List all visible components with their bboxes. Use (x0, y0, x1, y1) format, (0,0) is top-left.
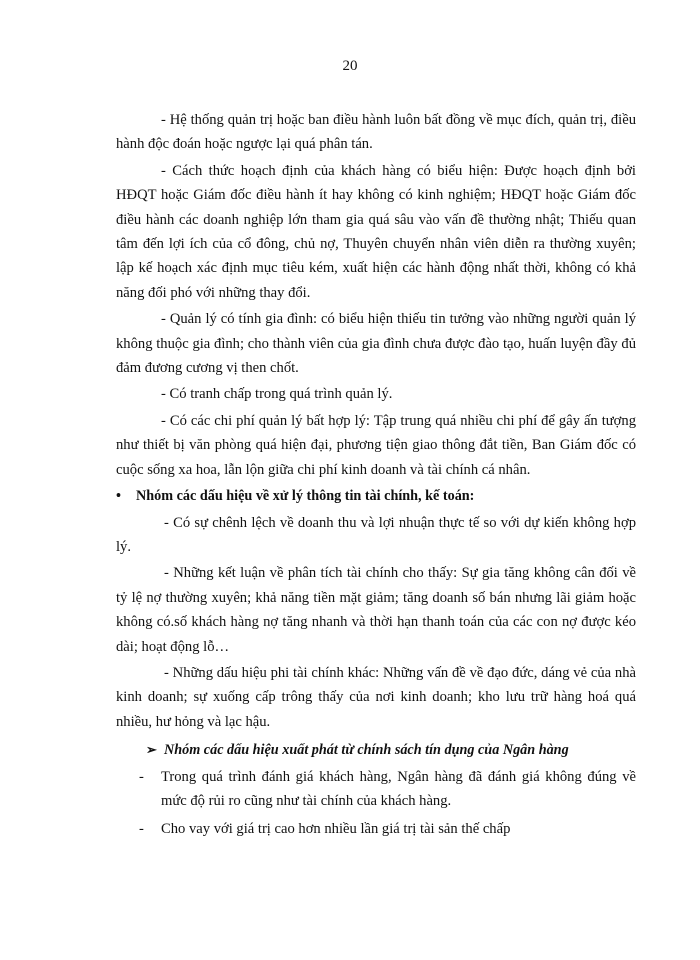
paragraph-non-financial-signs: - Những dấu hiệu phi tài chính khác: Những vấn đề về đạo đức, dáng vẻ của nhà kinh doanh; sự xuống cấp trông thấy của nơi kinh doanh; kho lưu trữ hàng hoá quá nhiều, hư hỏng và lạc hậu. (116, 664, 636, 730)
paragraph-family-management: - Quản lý có tính gia đình: có biểu hiện thiếu tin tưởng vào những người quản lý không thuộc gia đình; cho thành viên của gia đình chưa được đào tạo, huấn luyện đầy đủ đảm đương cương vị then chốt. (116, 311, 636, 377)
section-heading-credit-text: Nhóm các dấu hiệu xuất phát từ chính sách tín dụng của Ngân hàng (164, 742, 569, 759)
paragraph-unreasonable-costs: - Có các chi phí quản lý bất hợp lý: Tập trung quá nhiều chi phí để gây ấn tượng như thiết bị văn phòng quá hiện đại, phương tiện giao thông đắt tiền, Ban Giám đốc có cuộc sống xa hoa, lẫn lộn giữa chi phí kinh doanh và tài chính cá nhân. (116, 412, 636, 478)
section-heading-financial (116, 484, 636, 508)
paragraph-planning: - Cách thức hoạch định của khách hàng có biểu hiện: Được hoạch định bởi HĐQT hoặc Giám đốc điều hành ít hay không có kinh nghiệm; HĐQT hoặc Giám đốc điều hành các doanh nghiệp lớn tham gia quá sâu vào vấn đề thường nhật; Thiếu quan tâm đến lợi ích của cổ đông, chủ nợ, Thuyên chuyển nhân viên diễn ra thường xuyên; lập kế hoạch xác định mục tiêu kém, xuất hiện các hành động nhất thời, không có khả năng đối phó với những thay đổi. (116, 162, 636, 301)
list-item-text: Cho vay với giá trị cao hơn nhiều lần giá trị tài sản thế chấp (161, 821, 511, 838)
section-heading-credit (116, 738, 636, 762)
list-item (116, 765, 636, 814)
paragraph-management-disagreement: - Hệ thống quản trị hoặc ban điều hành luôn bất đồng về mục đích, quản trị, điều hành độc đoán hoặc ngược lại quá phân tán. (116, 112, 636, 153)
document-body (116, 108, 636, 846)
arrow-bullet-icon: ➢ (146, 742, 157, 758)
paragraph-disputes: - Có tranh chấp trong quá trình quản lý. (161, 386, 393, 403)
dash-icon: - (139, 768, 144, 785)
bullet-icon: • (116, 488, 121, 505)
list-item (116, 817, 636, 841)
section-heading-financial-text: Nhóm các dấu hiệu về xử lý thông tin tài chính, kế toán: (136, 488, 475, 505)
paragraph-revenue-deviation: - Có sự chênh lệch về doanh thu và lợi nhuận thực tế so với dự kiến không hợp lý. (116, 514, 636, 555)
page-number: 20 (342, 58, 358, 74)
dash-icon: - (139, 821, 144, 838)
paragraph-financial-analysis: - Những kết luận về phân tích tài chính cho thấy: Sự gia tăng không cân đối về tỷ lệ nợ thường xuyên; khả năng tiền mặt giảm; tăng doanh số bán nhưng lãi giảm hoặc không có.số khách hàng nợ tăng nhanh và thời hạn thanh toán của các con nợ được kéo dài; hoạt động lỗ… (116, 565, 636, 655)
list-item-text: Trong quá trình đánh giá khách hàng, Ngân hàng đã đánh giá không đúng về mức độ rủi ro cũng như tài chính của khách hàng. (161, 768, 636, 809)
